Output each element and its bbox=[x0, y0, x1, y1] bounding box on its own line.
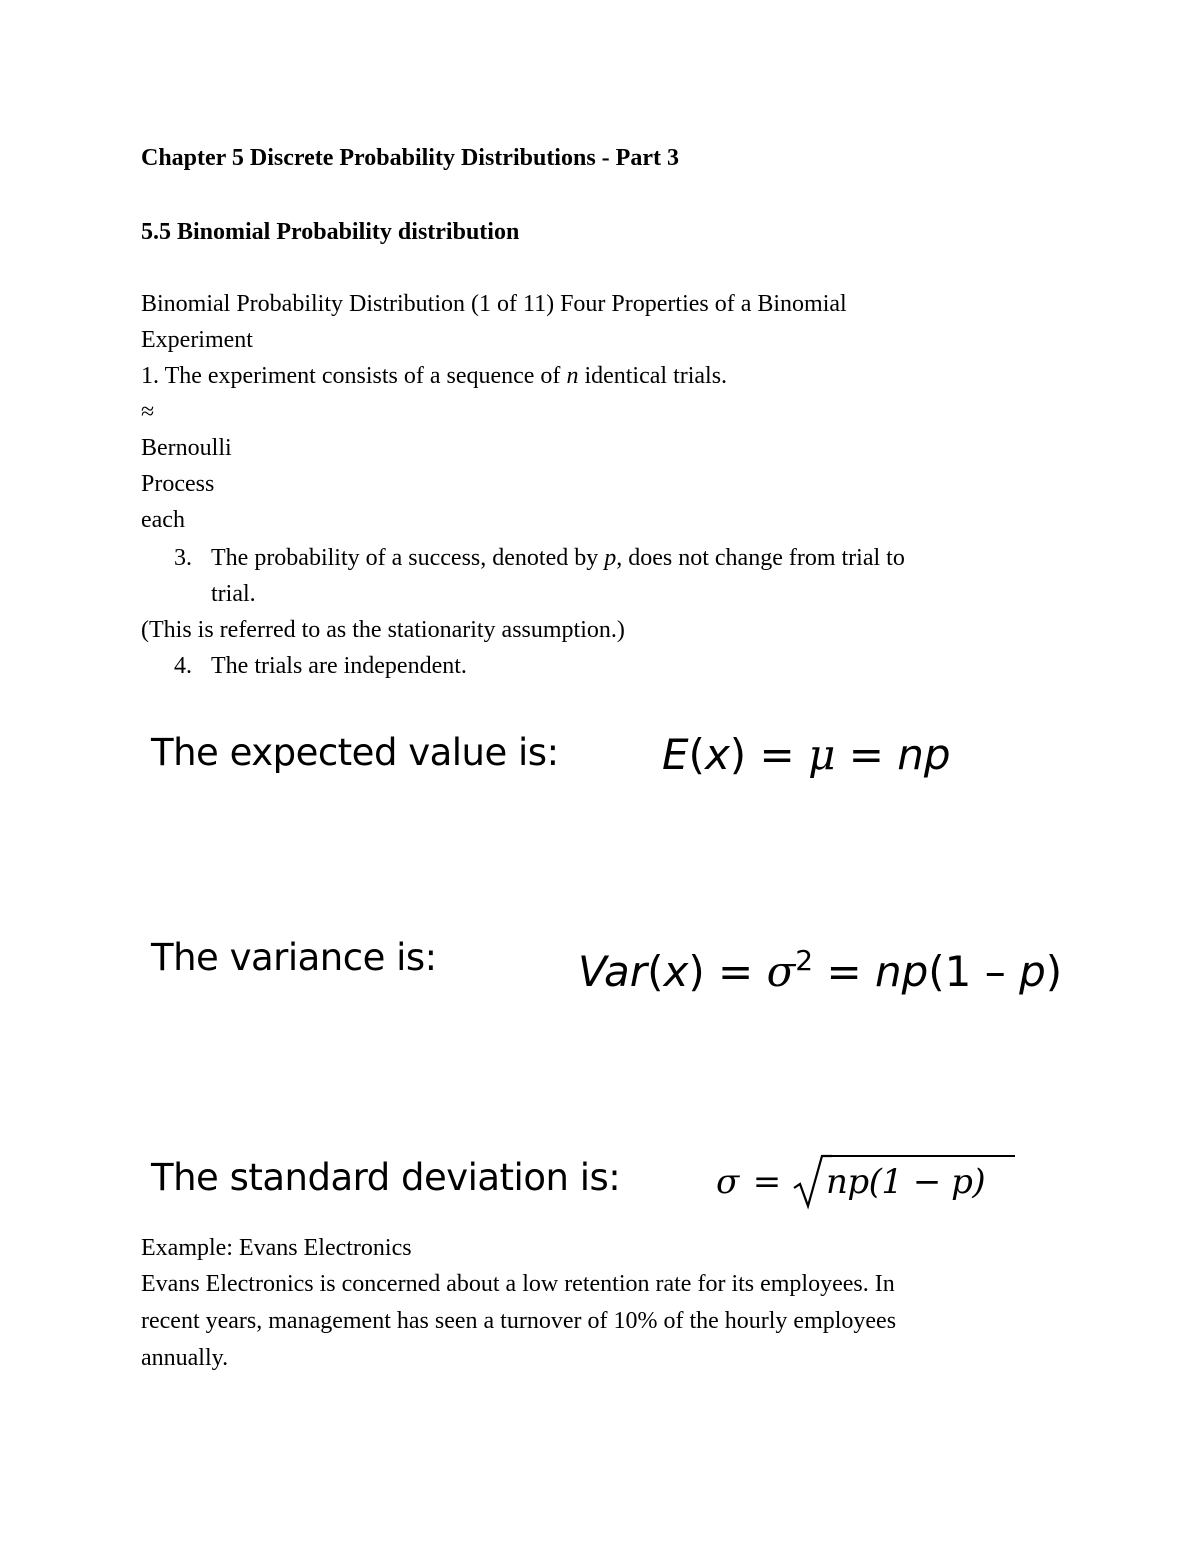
expected-value-formula bbox=[662, 730, 951, 780]
fragment-bernoulli: Bernoulli bbox=[141, 435, 232, 461]
formula-eq: = bbox=[835, 730, 898, 779]
formula-open-paren: ( bbox=[647, 947, 664, 996]
example-line-2: recent years, management has seen a turnover of 10% of the hourly employees bbox=[141, 1308, 897, 1334]
property-item-3-var: p bbox=[604, 545, 617, 571]
intro-line-2: Experiment bbox=[141, 327, 253, 353]
property-item-3-text bbox=[211, 540, 905, 576]
property-item-4-text: The trials are independent. bbox=[211, 653, 467, 679]
example-line-1: Evans Electronics is concerned about a low retention rate for its employees. In bbox=[141, 1271, 895, 1297]
formula-mu: μ bbox=[808, 730, 836, 779]
formula-paren-open: (1 – bbox=[928, 947, 1020, 996]
formula-close-eq: ) = bbox=[688, 947, 767, 996]
property-item-1 bbox=[141, 358, 727, 394]
formula-radicand: np(1 − p) bbox=[826, 1162, 986, 1202]
property-item-3-continuation: trial. bbox=[211, 581, 256, 607]
chapter-title: Chapter 5 Discrete Probability Distributions - Part 3 bbox=[141, 145, 679, 171]
approx-symbol: ≈ bbox=[141, 399, 155, 425]
fragment-process: Process bbox=[141, 471, 215, 497]
formula-exponent: 2 bbox=[795, 944, 814, 977]
formula-open-paren: ( bbox=[688, 730, 705, 779]
formula-var: Var bbox=[578, 947, 648, 996]
formula-eq: = bbox=[742, 1162, 793, 1202]
example-line-3: annually. bbox=[141, 1345, 229, 1371]
formula-e: E bbox=[662, 730, 689, 779]
stddev-formula bbox=[716, 1150, 1016, 1214]
property-item-3-suffix: , does not change from trial to bbox=[616, 545, 905, 571]
formula-close-eq: ) = bbox=[729, 730, 809, 779]
property-item-3-number: 3. bbox=[174, 545, 192, 571]
property-item-1-suffix: identical trials. bbox=[578, 363, 728, 389]
property-item-3-prefix: The probability of a success, denoted by bbox=[211, 545, 605, 571]
formula-paren-close: ) bbox=[1045, 947, 1063, 996]
intro-line-1: Binomial Probability Distribution (1 of 11) Four Properties of a Binomial bbox=[141, 291, 847, 317]
fragment-each: each bbox=[141, 507, 185, 533]
formula-np: np bbox=[897, 730, 951, 779]
property-item-4-number: 4. bbox=[174, 653, 192, 679]
expected-value-label: The expected value is: bbox=[151, 731, 559, 774]
formula-sigma: σ bbox=[766, 947, 796, 996]
formula-x: x bbox=[663, 947, 689, 996]
property-item-1-var: n bbox=[566, 363, 579, 389]
section-heading: 5.5 Binomial Probability distribution bbox=[141, 219, 520, 245]
example-title: Example: Evans Electronics bbox=[141, 1235, 412, 1261]
variance-label: The variance is: bbox=[151, 936, 437, 979]
stationarity-note: (This is referred to as the stationarity assumption.) bbox=[141, 617, 625, 643]
radicand-overline bbox=[831, 1155, 1015, 1157]
formula-p: p bbox=[1019, 947, 1046, 996]
formula-x: x bbox=[704, 730, 730, 779]
formula-sigma: σ bbox=[716, 1162, 740, 1202]
property-item-1-prefix: 1. The experiment consists of a sequence of bbox=[141, 363, 567, 389]
variance-formula bbox=[578, 936, 1062, 997]
stddev-label: The standard deviation is: bbox=[151, 1156, 621, 1199]
formula-eq: = bbox=[813, 947, 875, 996]
formula-np: np bbox=[875, 947, 929, 996]
